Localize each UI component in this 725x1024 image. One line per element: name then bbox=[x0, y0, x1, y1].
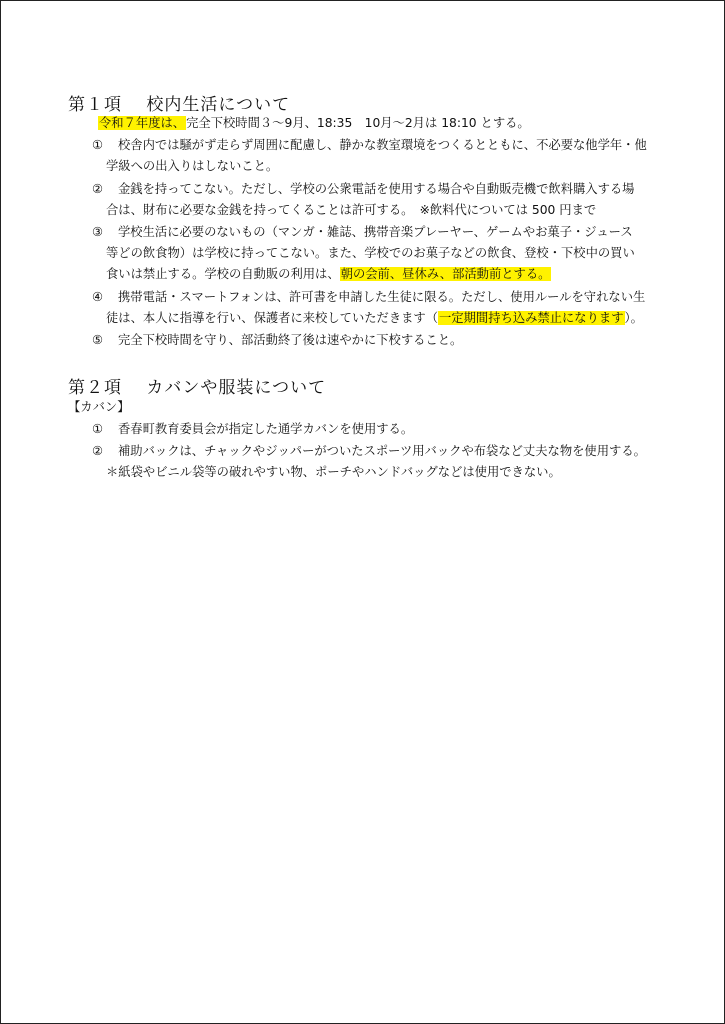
item-marker: ② bbox=[92, 444, 104, 458]
item-marker: ① bbox=[92, 138, 104, 152]
item4-line2 bbox=[106, 310, 643, 326]
item3-line3-highlight: 朝の会前、昼休み、部活動前とする。 bbox=[340, 267, 551, 281]
dismissal-highlight: 令和７年度は、 bbox=[99, 116, 186, 130]
item2-line1: 金銭を持ってこない。ただし、学校の公衆電話を使用する場合や自動販売機で飲料購入する場 bbox=[118, 182, 635, 196]
item4-line2-post: ）。 bbox=[624, 311, 643, 325]
item3-line3-text: 食いは禁止する。学校の自動販の利用は、 bbox=[106, 267, 340, 281]
section2-title: 第２項 カバンや服装について bbox=[68, 378, 327, 398]
item4-line1: 携帯電話・スマートフォンは、許可書を申請した生徒に限る。ただし、使用ルールを守れない生 bbox=[118, 290, 646, 304]
item1-line2: 学級への出入りはしないこと。 bbox=[106, 159, 279, 173]
item2-line2: 合は、財布に必要な金銭を持ってくることは許可する。 ※飲料代については 500 円まで bbox=[106, 203, 597, 217]
bag-note: ＊紙袋やビニル袋等の破れやすい物、ポーチやハンドバッグなどは使用できない。 bbox=[106, 465, 561, 479]
item4-line2-highlight: 一定期間持ち込み禁止になります bbox=[439, 311, 624, 325]
item-marker: ④ bbox=[92, 290, 104, 304]
bag-item1-line1: 香春町教育委員会が指定した通学カバンを使用する。 bbox=[118, 422, 414, 436]
dismissal-line bbox=[98, 115, 530, 131]
item-marker: ① bbox=[92, 422, 104, 436]
dismissal-text: 完全下校時間３～9月、18:35 10月～2月は 18:10 とする。 bbox=[186, 116, 530, 130]
item-marker: ② bbox=[92, 182, 104, 196]
section1-title: 第１項 校内生活について bbox=[68, 95, 291, 115]
bag-item2-line1: 補助バックは、チャックやジッパーがついたスポーツ用バックや布袋など丈夫な物を使用する。 bbox=[118, 444, 646, 458]
item-marker: ⑤ bbox=[92, 333, 104, 347]
item3-line2: 等どの飲食物）は学校に持ってこない。また、学校でのお菓子などの飲食、登校・下校中の買い bbox=[106, 246, 635, 260]
item4-line2-pre: 徒は、本人に指導を行い、保護者に来校していただきます（ bbox=[106, 311, 439, 325]
item-marker: ③ bbox=[92, 225, 104, 239]
item3-line3 bbox=[106, 266, 551, 282]
item5-line1: 完全下校時間を守り、部活動終了後は速やかに下校すること。 bbox=[118, 333, 463, 347]
item1-line1: 校舎内では騒がず走らず周囲に配慮し、静かな教室環境をつくるとともに、不必要な他学年・他 bbox=[118, 138, 647, 152]
bag-subheading: 【カバン】 bbox=[68, 400, 130, 414]
item3-line1: 学校生活に必要のないもの（マンガ・雑誌、携帯音楽プレーヤー、ゲームやお菓子・ジュース bbox=[118, 225, 633, 239]
